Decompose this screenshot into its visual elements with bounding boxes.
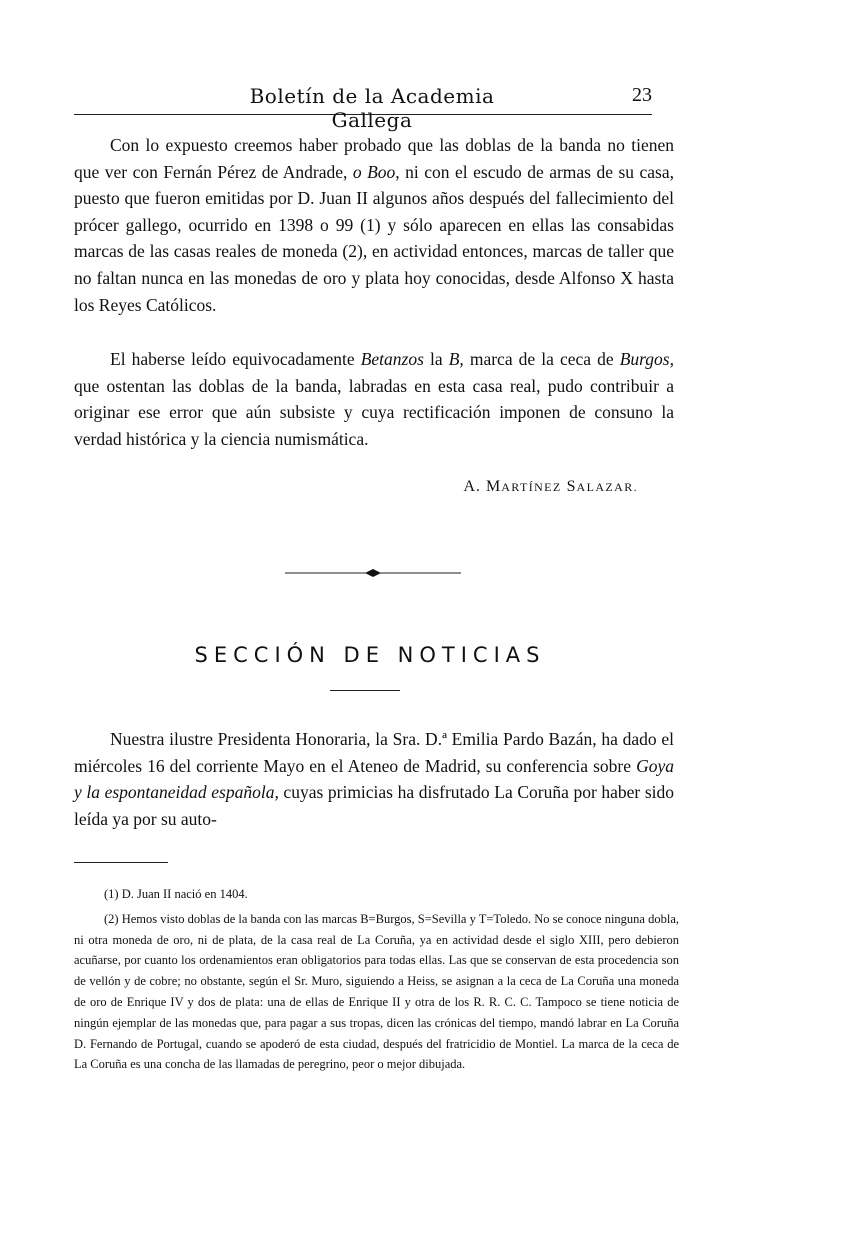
- footnote-divider: [74, 862, 168, 863]
- text-run: la: [423, 349, 449, 369]
- author-signature: [463, 478, 638, 496]
- text-run: Nuestra ilustre Presidenta Honoraria, la Sra. D.ª Emilia Pardo Bazán, ha dado el miércoles 16 del corriente Mayo en el Ateneo de Madrid, su conferencia sobre: [74, 729, 674, 776]
- footnote-1: (1) D. Juan II nació en 1404.: [104, 887, 248, 901]
- signature-surname-2: ALAZAR.: [576, 480, 638, 494]
- text-run: marca de la ceca de: [463, 349, 620, 369]
- footnote-2: (2) Hemos visto doblas de la banda con las marcas B=Burgos, S=Sevilla y T=Toledo. No se conoce ninguna dobla, ni otra moneda de oro, ni de plata, de la casa real de La Coruña, ya en actividad desde el siglo XIII, pero debieron acuñarse, por cuanto los ordenamientos eran obligatorios para todas ellas. Las que se conservan de esta procedencia son de vellón y de cobre; no obstante, según el Sr. Muro, siguiendo a Heiss, se asignan a la ceca de La Coruña una moneda de oro de Enrique IV y dos de plata: una de ellas de Enrique II y otra de los R. R. C. C. Tampoco se tiene noticia de ningún ejemplar de las monedas que, para pagar a sus tropas, dicen las crónicas del tiempo, mandó labrar en La Coruña D. Fernando de Portugal, cuando se apoderó de esta ciudad, después del fratricidio de Montiel. La marca de la ceca de La Coruña es una concha de las llamadas de peregrino, peor o mejor dibujada.: [74, 911, 679, 1072]
- section-divider: [330, 690, 400, 691]
- italic-run: Betanzos: [360, 349, 424, 369]
- text-run: que ostentan las doblas de la banda, labradas en esta casa real, pudo contribuir a originar ese error que aún subsiste y cuya rectificación imponen de consuno la verdad histórica y la ciencia numismática.: [74, 375, 674, 449]
- running-title: Boletín de la Academia Gallega: [249, 84, 495, 132]
- italic-run: Burgos,: [619, 349, 674, 369]
- signature-surname-1: ARTÍNEZ: [501, 480, 562, 494]
- signature-surname-2-initial: S: [561, 478, 577, 495]
- text-run: Con lo expuesto creemos haber probado que las doblas de la banda no tienen que ver con Fernán Pérez de Andrade,: [74, 135, 674, 182]
- italic-run: o Boo,: [352, 161, 400, 182]
- text-run: El haberse leído equivocadamente: [110, 349, 361, 369]
- footnotes: [74, 884, 679, 1075]
- page-number: 23: [632, 84, 652, 106]
- running-header: [74, 84, 652, 132]
- section-title: SECCIÓN DE NOTICIAS: [194, 643, 546, 667]
- article-paragraph-2: [74, 346, 674, 452]
- signature-initial: A. M: [463, 478, 502, 495]
- italic-run: B,: [448, 349, 464, 369]
- ornamental-rule-icon: [285, 566, 461, 580]
- news-paragraph: [74, 726, 674, 832]
- text-run: ni con el escudo de armas de su casa, puesto que fueron emitidas por D. Juan II algunos años después del fallecimiento del prócer gallego, ocurrido en 1398 o 99 (1) y sólo aparecen en ellas las consabidas marcas de las casas reales de moneda (2), en actividad entonces, marcas de taller que no faltan nunca en las monedas de oro y plata hoy conocidas, desde Alfonso X hasta los Reyes Católicos.: [74, 161, 674, 315]
- text-run: cuyas primicias ha disfrutado La Coruña por haber sido leída ya por su auto-: [74, 782, 675, 829]
- italic-run: Goya y la espontaneidad española,: [74, 755, 674, 803]
- article-paragraph-1: [74, 132, 674, 318]
